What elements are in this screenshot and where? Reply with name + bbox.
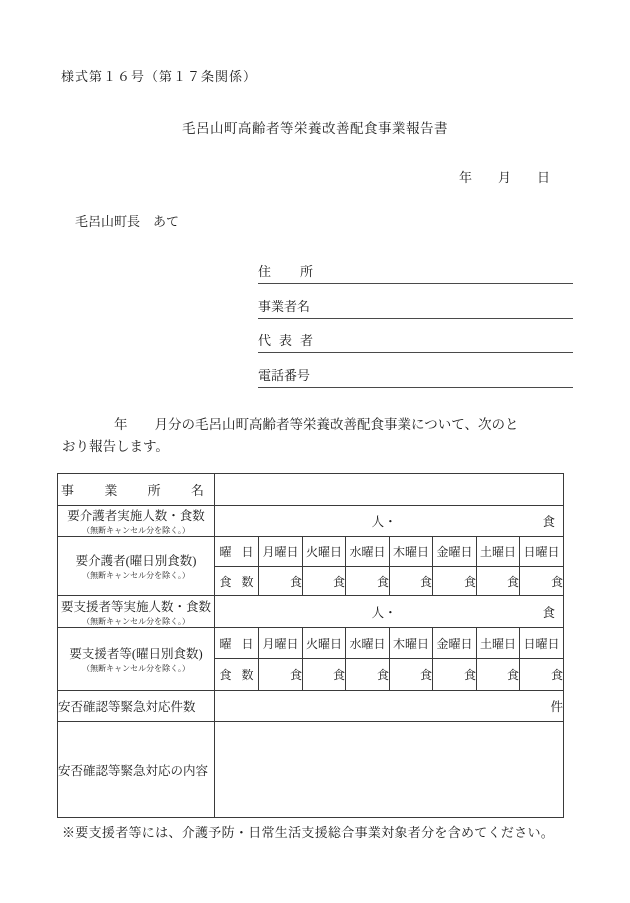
office-name-label-cell <box>58 474 215 506</box>
support-day-wednesday: 水曜日 <box>346 628 390 659</box>
form-number: 様式第１６号（第１７条関係） <box>61 69 258 84</box>
address-field-label: 住所 <box>258 264 313 279</box>
care-meal-sunday: 食 <box>520 567 564 596</box>
care-meal-wednesday: 食 <box>346 567 390 596</box>
table-row <box>58 596 564 628</box>
emergency-detail-label-cell <box>58 722 215 818</box>
support-meal-monday: 食 <box>259 659 303 691</box>
care-meal-header: 食数 <box>215 567 259 596</box>
support-count-label: 要支援者等実施人数・食数 <box>60 599 211 614</box>
care-day-wednesday: 水曜日 <box>346 537 390 567</box>
care-day-saturday: 土曜日 <box>477 537 520 567</box>
phone-number-field <box>258 366 573 388</box>
table-row <box>58 537 564 567</box>
support-day-saturday: 土曜日 <box>477 628 520 659</box>
support-count-note: （無断キャンセル分を除く。） <box>82 616 190 626</box>
office-name-label: 事業所名 <box>61 483 204 498</box>
care-meal-tuesday: 食 <box>303 567 346 596</box>
support-day-thursday: 木曜日 <box>390 628 433 659</box>
business-name-field-label: 事業者名 <box>258 299 311 314</box>
business-name-field <box>258 297 573 319</box>
support-day-sunday: 日曜日 <box>520 628 564 659</box>
support-day-tuesday: 火曜日 <box>303 628 346 659</box>
care-day-thursday: 木曜日 <box>390 537 433 567</box>
support-meal-tuesday: 食 <box>303 659 346 691</box>
care-day-header: 曜日 <box>215 537 259 567</box>
emergency-count-unit: 件 <box>550 700 563 714</box>
address-field <box>258 262 573 284</box>
support-weekday-label-cell <box>58 628 215 691</box>
support-person-unit: 人・ <box>371 605 397 620</box>
support-day-friday: 金曜日 <box>433 628 477 659</box>
care-day-friday: 金曜日 <box>433 537 477 567</box>
care-day-tuesday: 火曜日 <box>303 537 346 567</box>
representative-field <box>258 331 573 353</box>
support-weekday-label: 要支援者等(曜日別食数) <box>69 647 203 661</box>
support-weekday-note: （無断キャンセル分を除く。） <box>82 664 190 673</box>
support-meal-saturday: 食 <box>477 659 520 691</box>
table-row <box>58 506 564 537</box>
body-paragraph <box>62 414 582 458</box>
care-meal-monday: 食 <box>259 567 303 596</box>
emergency-count-label-cell <box>58 691 215 722</box>
support-meal-thursday: 食 <box>390 659 433 691</box>
care-day-monday: 月曜日 <box>259 537 303 567</box>
addressee: 毛呂山町長 あて <box>75 214 180 229</box>
table-row <box>58 722 564 818</box>
care-weekday-label: 要介護者(曜日別食数) <box>75 554 197 568</box>
support-meal-friday: 食 <box>433 659 477 691</box>
care-weekday-note: （無断キャンセル分を除く。） <box>82 571 190 580</box>
care-weekday-label-cell <box>58 537 215 596</box>
support-meal-unit: 食 <box>542 605 555 620</box>
phone-number-field-label: 電話番号 <box>258 368 311 383</box>
date-line: 年 月 日 <box>458 170 550 185</box>
representative-field-label: 代表者 <box>258 333 313 348</box>
support-meal-header: 食数 <box>215 659 259 691</box>
support-meal-wednesday: 食 <box>346 659 390 691</box>
emergency-detail-value-cell <box>215 722 564 818</box>
care-day-sunday: 日曜日 <box>520 537 564 567</box>
care-meal-friday: 食 <box>433 567 477 596</box>
emergency-detail-label: 安否確認等緊急対応の内容 <box>58 763 209 778</box>
care-count-label: 要介護者実施人数・食数 <box>67 509 205 523</box>
care-meal-saturday: 食 <box>477 567 520 596</box>
support-meal-sunday: 食 <box>520 659 564 691</box>
page-title: 毛呂山町高齢者等栄養改善配食事業報告書 <box>182 121 448 136</box>
body-line-2: おり報告します。 <box>62 439 169 454</box>
care-count-note: （無断キャンセル分を除く。） <box>82 526 190 535</box>
body-line-1: 年 月分の毛呂山町高齢者等栄養改善配食事業について、次のと <box>114 417 519 432</box>
table-row <box>58 691 564 722</box>
care-meal-unit: 食 <box>542 515 555 529</box>
care-person-unit: 人・ <box>371 515 397 529</box>
table-row <box>58 628 564 659</box>
care-count-value-cell <box>215 506 564 537</box>
report-table <box>57 473 564 818</box>
emergency-count-label: 安否確認等緊急対応件数 <box>58 700 196 714</box>
care-meal-thursday: 食 <box>390 567 433 596</box>
care-count-label-cell <box>58 506 215 537</box>
support-day-header: 曜日 <box>215 628 259 659</box>
emergency-count-value-cell <box>215 691 564 722</box>
footnote: ※要支援者等には、介護予防・日常生活支援総合事業対象者分を含めてください。 <box>62 825 555 840</box>
table-row <box>58 474 564 506</box>
support-count-label-cell <box>58 596 215 628</box>
office-name-value-cell <box>215 474 564 506</box>
support-count-value-cell <box>215 596 564 628</box>
support-day-monday: 月曜日 <box>259 628 303 659</box>
